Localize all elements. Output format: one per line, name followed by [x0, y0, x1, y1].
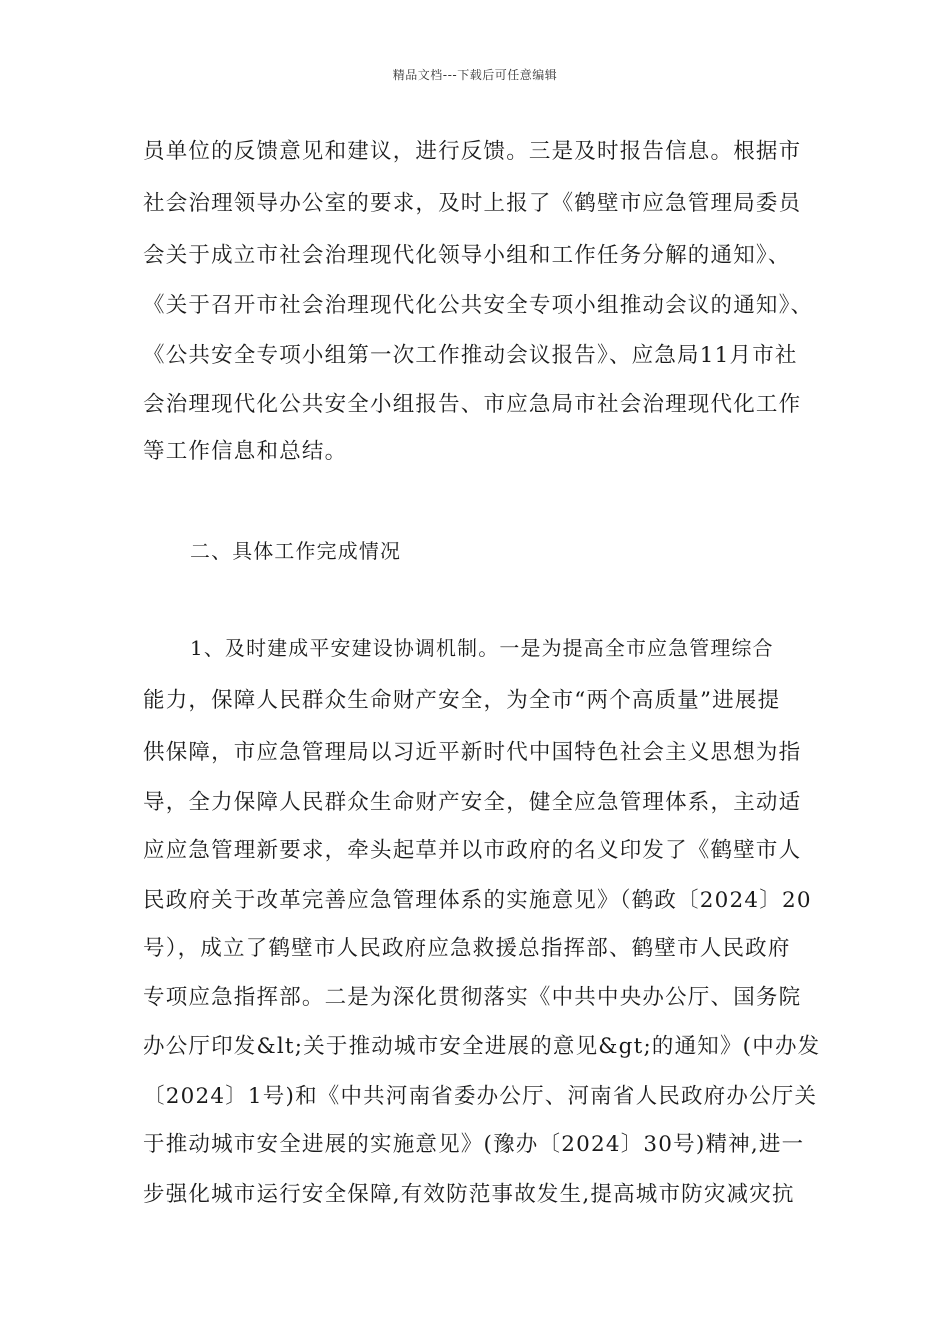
- paragraph-line: 等工作信息和总结。: [143, 439, 348, 464]
- paragraph-line: 号），成立了鹤壁市人民政府应急救援总指挥部、鹤壁市人民政府: [143, 936, 791, 961]
- paragraph-line: 应应急管理新要求，牵头起草并以市政府的名义印发了《鹤壁市人: [143, 838, 802, 863]
- paragraph-line: 专项应急指挥部。二是为深化贯彻落实《中共中央办公厅、国务院: [143, 985, 802, 1010]
- paragraph-line: 《关于召开市社会治理现代化公共安全专项小组推动会议的通知》、: [143, 293, 814, 318]
- paragraph-line: 步强化城市运行安全保障,有效防范事故发生,提高城市防灾减灾抗: [143, 1182, 795, 1207]
- paragraph-line: 办公厅印发&lt;关于推动城市安全进展的意见&gt;的通知》(中办发: [143, 1034, 821, 1059]
- paragraph-line: 1、及时建成平安建设协调机制。一是为提高全市应急管理综合: [190, 637, 774, 660]
- paragraph-line: 导，全力保障人民群众生命财产安全，健全应急管理体系，主动适: [143, 790, 802, 815]
- section-heading: 二、具体工作完成情况: [190, 540, 402, 563]
- paragraph-line: 供保障，市应急管理局以习近平新时代中国特色社会主义思想为指: [143, 740, 802, 765]
- paragraph-line: 会关于成立市社会治理现代化领导小组和工作任务分解的通知》、: [143, 243, 791, 268]
- paragraph-line: 会治理现代化公共安全小组报告、市应急局市社会治理现代化工作: [143, 392, 802, 417]
- paragraph-line: 民政府关于改革完善应急管理体系的实施意见》（鹤政〔2024〕20: [143, 888, 812, 913]
- paragraph-line: 社会治理领导办公室的要求，及时上报了《鹤壁市应急管理局委员: [143, 191, 802, 216]
- paragraph-line: 能力，保障人民群众生命财产安全，为全市“两个高质量”进展提: [143, 688, 781, 713]
- paragraph-line: 员单位的反馈意见和建议，进行反馈。三是及时报告信息。根据市: [143, 139, 802, 164]
- paragraph-line: 《公共安全专项小组第一次工作推动会议报告》、应急局11月市社: [143, 343, 798, 368]
- page-header: 精品文档---下载后可任意编辑: [392, 68, 558, 82]
- paragraph-line: 〔2024〕1号)和《中共河南省委办公厅、河南省人民政府办公厅关: [143, 1084, 818, 1109]
- paragraph-line: 于推动城市安全进展的实施意见》(豫办〔2024〕30号)精神,进一: [143, 1132, 805, 1157]
